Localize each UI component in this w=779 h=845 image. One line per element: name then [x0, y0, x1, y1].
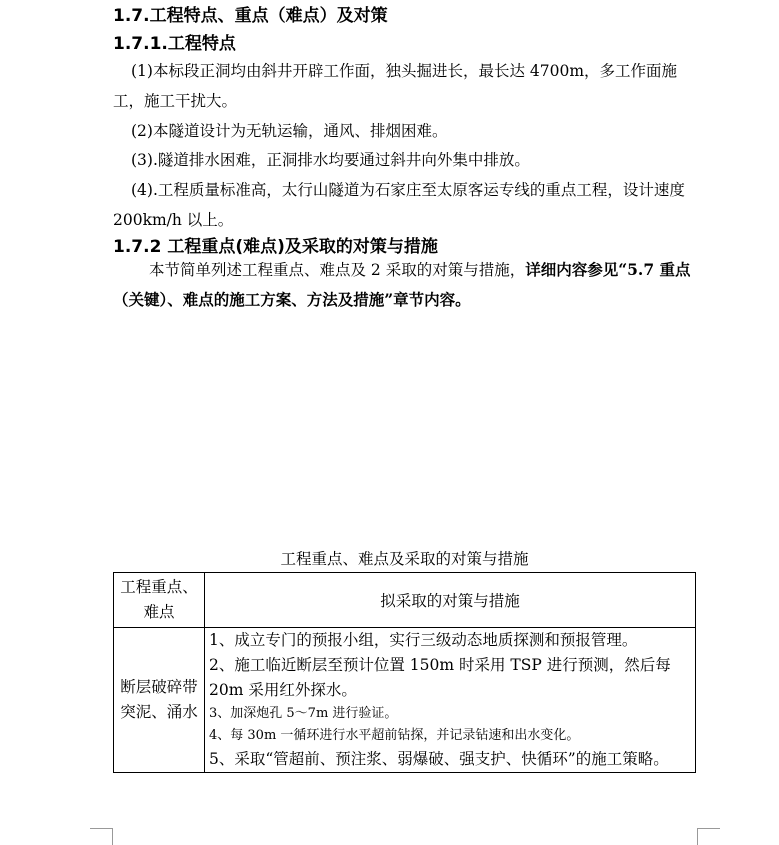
subsection-heading-measures: 1.7.2 工程重点(难点)及采取的对策与措施 [113, 237, 438, 257]
intro-paragraph [113, 255, 698, 315]
measure-item-3: 3、加深炮孔 5～7m 进行验证。 [209, 706, 398, 721]
measures-table [113, 572, 696, 773]
feature-paragraph-1: (1)本标段正洞均由斜井开辟工作面，独头掘进长，最长达 4700m，多工作面施工，施工干扰大。 [113, 62, 678, 110]
measure-item-2: 2、施工临近断层至预计位置 150m 时采用 TSP 进行预测，然后每 20m 采用红外探水。 [209, 656, 671, 699]
table-caption: 工程重点、难点及采取的对策与措施 [280, 550, 529, 568]
page-corner-mark-right [697, 828, 720, 845]
measure-item-5: 5、采取“管超前、预注浆、弱爆破、强支护、快循环”的施工策略。 [209, 750, 669, 768]
intro-reference-text: 详细内容参见“5.7 重点（关键）、难点的施工方案、方法及措施”章节内容。 [113, 260, 691, 309]
page-corner-mark-left [90, 828, 113, 845]
row-label-cell: 断层破碎带突泥、涌水 [114, 628, 205, 773]
measure-item-1: 1、成立专门的预报小组，实行三级动态地质探测和预报管理。 [209, 631, 638, 649]
table-row [114, 628, 696, 773]
feature-paragraph-2: (2)本隧道设计为无轨运输，通风、排烟困难。 [131, 122, 448, 140]
subsection-heading-features: 1.7.1.工程特点 [113, 34, 236, 54]
section-heading: 1.7.工程特点、重点（难点）及对策 [113, 6, 388, 26]
feature-paragraph-3: (3).隧道排水困难，正洞排水均要通过斜井向外集中排放。 [131, 151, 530, 169]
feature-paragraph-4: (4).工程质量标准高，太行山隧道为石家庄至太原客运专线的重点工程，设计速度 200km/h 以上。 [113, 181, 685, 229]
table-header-row [114, 573, 696, 628]
header-cell-key-points: 工程重点、难点 [114, 573, 205, 628]
measures-cell [205, 628, 696, 773]
header-cell-measures: 拟采取的对策与措施 [205, 573, 696, 628]
measure-item-4: 4、每 30m 一循环进行水平超前钻探，并记录钻速和出水变化。 [209, 728, 580, 743]
intro-text: 本节简单列述工程重点、难点及 2 采取的对策与措施， [149, 261, 526, 279]
